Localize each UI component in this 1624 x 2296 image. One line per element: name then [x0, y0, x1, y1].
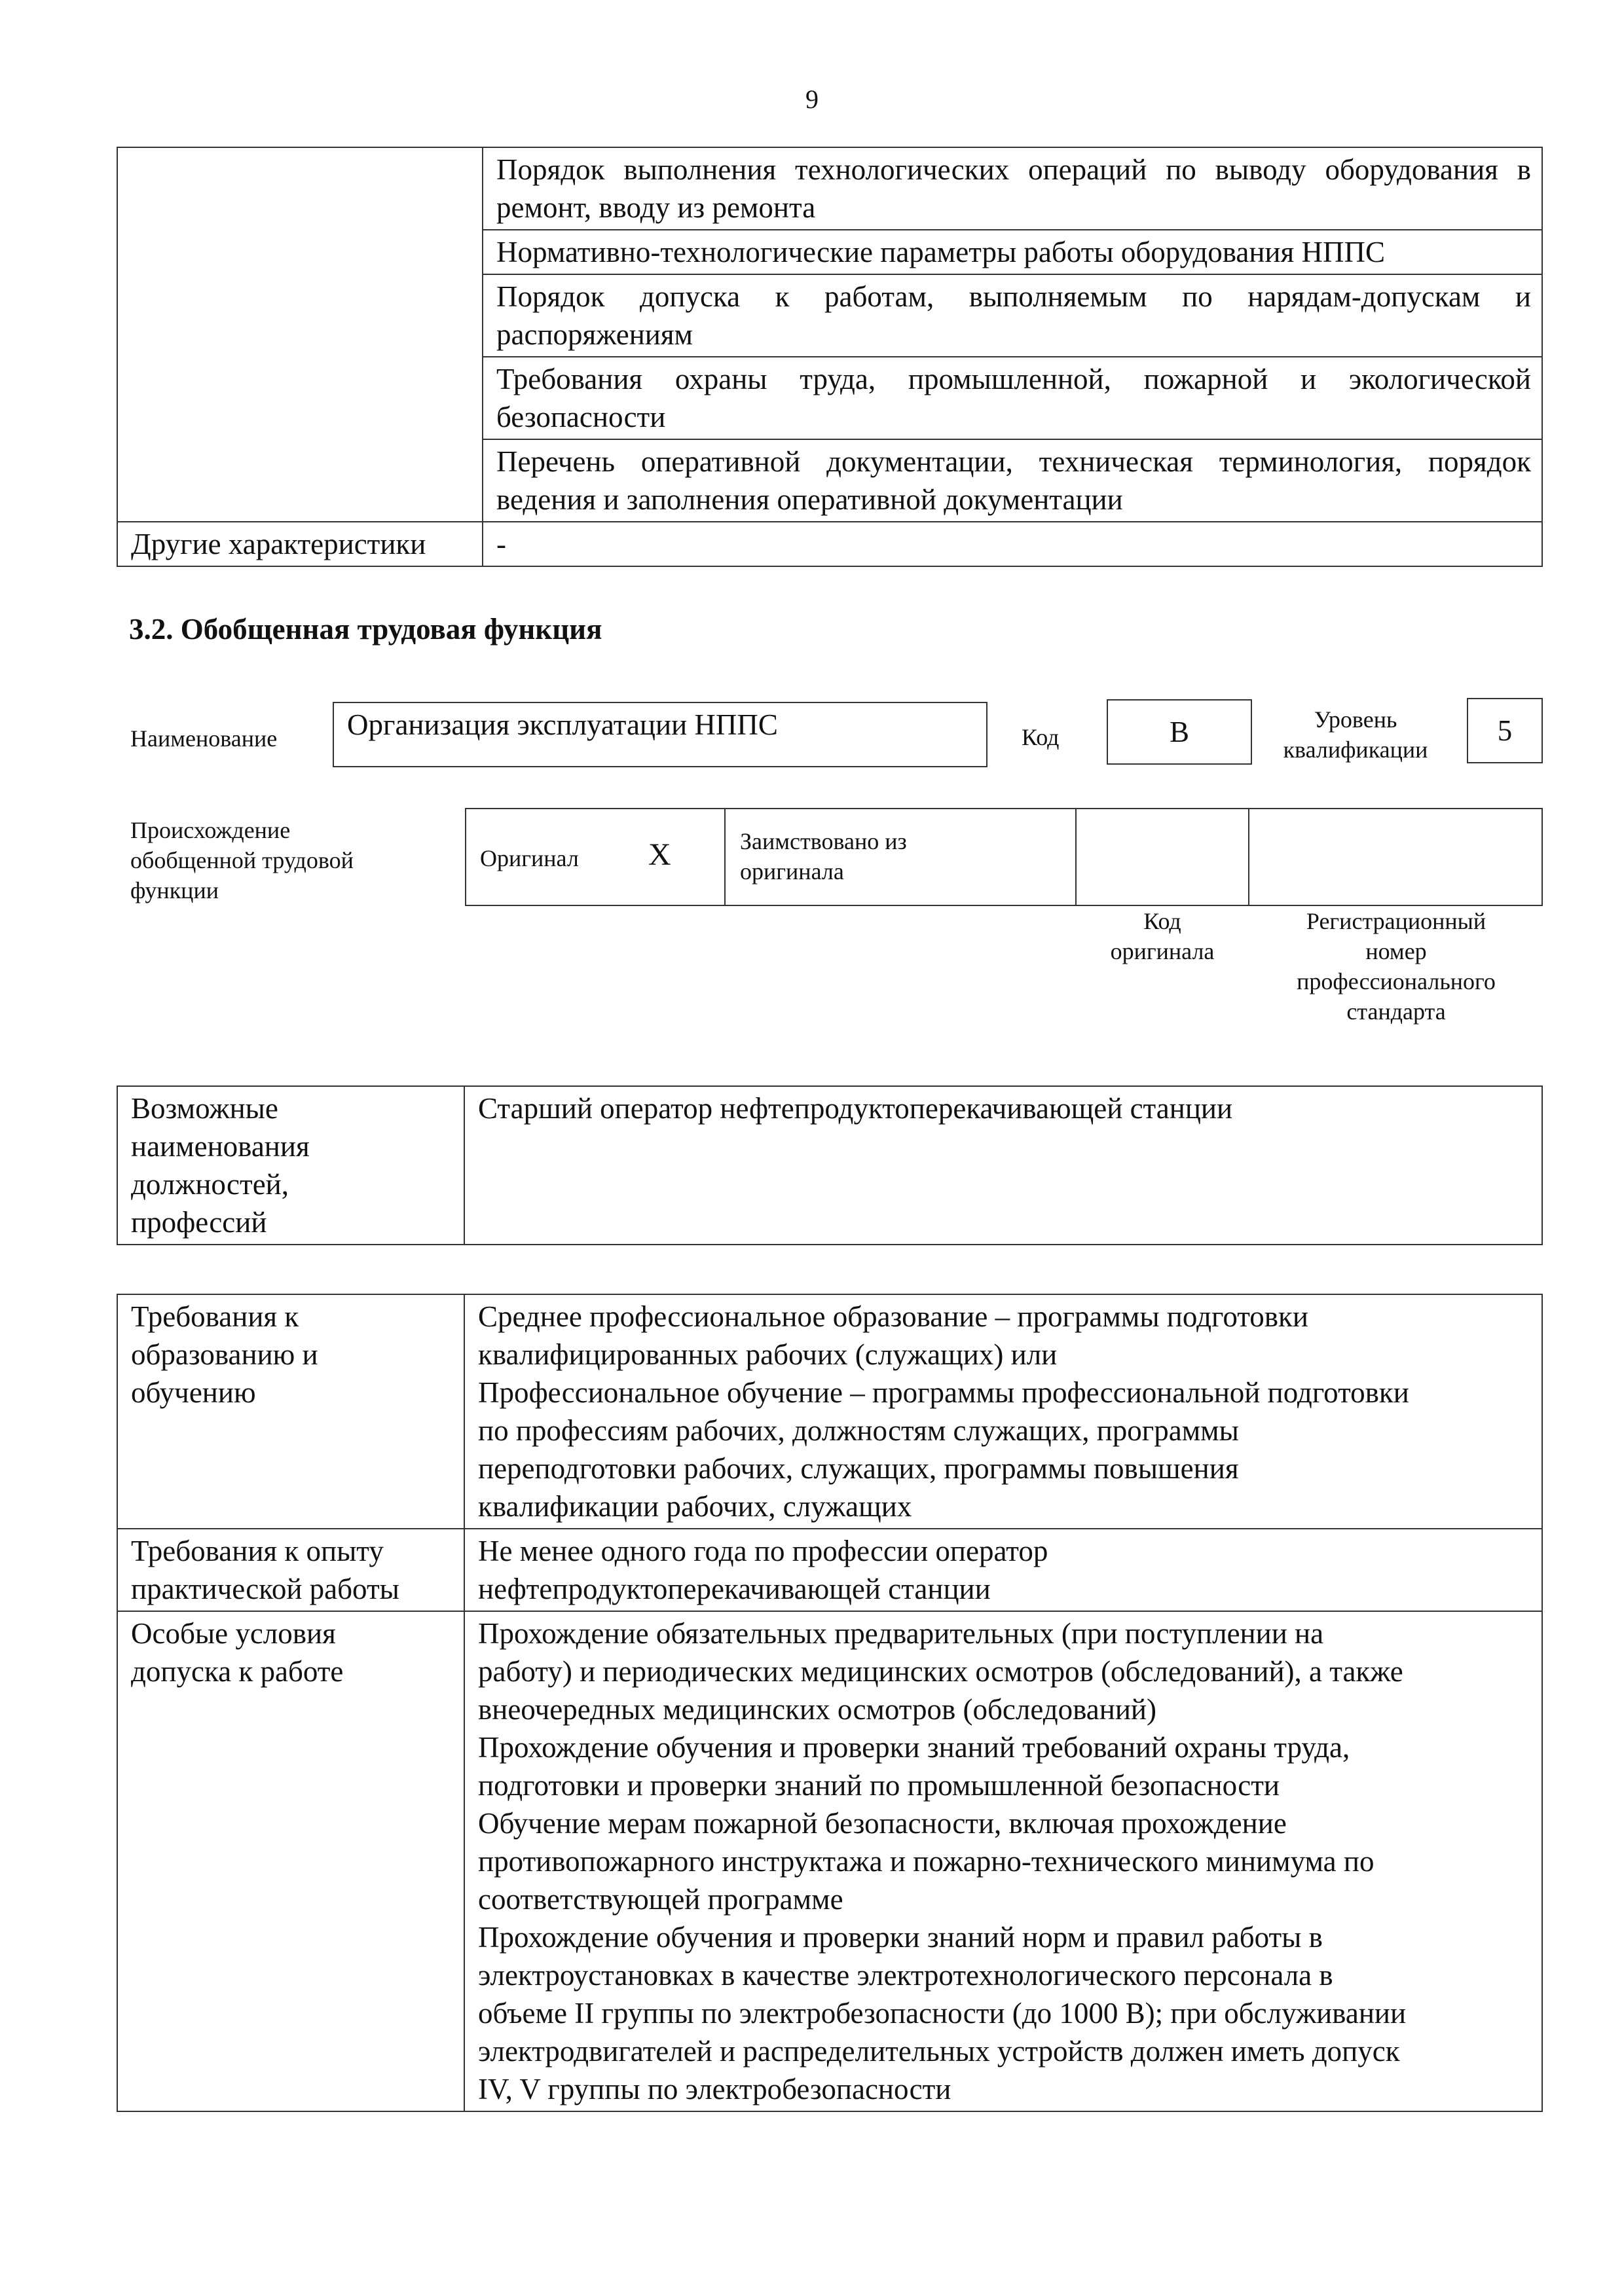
name-label: Наименование — [130, 725, 278, 752]
registration-caption-line: стандарта — [1346, 998, 1446, 1025]
education-label — [117, 1294, 464, 1529]
education-label-line: обучению — [131, 1376, 256, 1409]
education-line: переподготовки рабочих, служащих, программы повышения — [478, 1452, 1239, 1485]
code-original-caption — [1077, 906, 1247, 966]
conditions-line: работу) и периодических медицинских осмотров (обследований), а также — [478, 1655, 1403, 1688]
conditions-value — [464, 1611, 1542, 2111]
education-label-line: образованию и — [131, 1338, 318, 1371]
positions-table — [117, 1085, 1543, 1245]
original-label: Оригинал — [480, 845, 579, 871]
positions-value: Старший оператор нефтепродуктоперекачивающей станции — [464, 1086, 1542, 1245]
code-value: B — [1107, 699, 1252, 765]
positions-label-line: должностей, — [131, 1168, 289, 1201]
level-label-line: Уровень — [1314, 706, 1397, 733]
name-value-box — [333, 702, 987, 767]
origin-divider — [1075, 808, 1077, 906]
code-original-caption-line: Код — [1143, 908, 1181, 934]
origin-divider — [724, 808, 726, 906]
positions-label-line: Возможные — [131, 1092, 278, 1125]
conditions-line: Прохождение обучения и проверки знаний требований охраны труда, — [478, 1731, 1350, 1764]
education-label-line: Требования к — [131, 1300, 299, 1333]
borrowed-label-line: оригинала — [740, 858, 844, 884]
education-line: Среднее профессиональное образование – программы подготовки — [478, 1300, 1308, 1333]
conditions-line: противопожарного инструктажа и пожарно-технического минимума по — [478, 1845, 1375, 1878]
top-continuation-table — [117, 147, 1543, 567]
other-characteristics-label: Другие характеристики — [117, 522, 483, 566]
level-label — [1267, 704, 1444, 765]
code-original-caption-line: оригинала — [1110, 938, 1215, 964]
registration-number-caption — [1249, 906, 1543, 1027]
experience-label — [117, 1529, 464, 1611]
page-number: 9 — [805, 84, 819, 114]
registration-caption-line: номер — [1365, 938, 1427, 964]
positions-label-line: профессий — [131, 1206, 267, 1239]
experience-value — [464, 1529, 1542, 1611]
empty-label-cell — [117, 147, 483, 522]
conditions-line: Прохождение обязательных предварительных (при поступлении на — [478, 1617, 1324, 1650]
registration-caption-line: профессионального — [1297, 968, 1496, 994]
education-line: квалифицированных рабочих (служащих) или — [478, 1338, 1058, 1371]
experience-line: нефтепродуктоперекачивающей станции — [478, 1573, 991, 1605]
table-row: Порядок допуска к работам, выполняемым по нарядам-допускам и распоряжениям — [483, 274, 1542, 357]
original-mark: X — [648, 837, 671, 872]
borrowed-label-line: Заимствовано из — [740, 828, 907, 854]
requirements-table — [117, 1294, 1543, 2112]
conditions-line: IV, V группы по электробезопасности — [478, 2073, 951, 2105]
experience-label-line: Требования к опыту — [131, 1535, 384, 1567]
experience-label-line: практической работы — [131, 1573, 399, 1605]
borrowed-label — [740, 826, 907, 886]
origin-label-line: обобщенной трудовой — [130, 847, 354, 873]
conditions-label-line: допуска к работе — [131, 1655, 344, 1688]
conditions-line: подготовки и проверки знаний по промышленной безопасности — [478, 1769, 1280, 1802]
conditions-line: электродвигателей и распределительных устройств должен иметь допуск — [478, 2035, 1400, 2068]
education-line: квалификации рабочих, служащих — [478, 1490, 912, 1523]
code-label: Код — [1022, 724, 1060, 750]
registration-caption-line: Регистрационный — [1306, 908, 1486, 934]
table-row: Нормативно-технологические параметры работы оборудования НППС — [483, 230, 1542, 274]
experience-line: Не менее одного года по профессии оператор — [478, 1535, 1048, 1567]
table-row: Перечень оперативной документации, техническая терминология, порядок ведения и заполнения оперативной документации — [483, 439, 1542, 522]
section-title: 3.2. Обобщенная трудовая функция — [129, 613, 602, 646]
education-value — [464, 1294, 1542, 1529]
table-row: Требования охраны труда, промышленной, пожарной и экологической безопасности — [483, 357, 1542, 439]
other-characteristics-value: - — [483, 522, 1542, 566]
conditions-line: Обучение мерам пожарной безопасности, включая прохождение — [478, 1807, 1287, 1840]
conditions-label — [117, 1611, 464, 2111]
level-label-line: квалификации — [1283, 737, 1428, 763]
origin-divider — [1248, 808, 1249, 906]
conditions-line: соответствующей программе — [478, 1883, 843, 1916]
origin-label-line: Происхождение — [130, 817, 291, 843]
conditions-line: Прохождение обучения и проверки знаний норм и правил работы в — [478, 1921, 1323, 1954]
conditions-line: объеме II группы по электробезопасности (до 1000 В); при обслуживании — [478, 1997, 1407, 2030]
origin-label-line: функции — [130, 877, 219, 903]
conditions-line: электроустановках в качестве электротехнологического персонала в — [478, 1959, 1333, 1992]
level-value: 5 — [1467, 698, 1543, 763]
positions-label — [117, 1086, 464, 1245]
table-row: Порядок выполнения технологических операций по выводу оборудования в ремонт, вводу из ремонта — [483, 147, 1542, 230]
education-line: по профессиям рабочих, должностям служащих, программы — [478, 1414, 1239, 1447]
origin-box — [465, 808, 1543, 906]
positions-label-line: наименования — [131, 1130, 310, 1163]
conditions-label-line: Особые условия — [131, 1617, 336, 1650]
education-line: Профессиональное обучение – программы профессиональной подготовки — [478, 1376, 1409, 1409]
conditions-line: внеочередных медицинских осмотров (обследований) — [478, 1693, 1156, 1726]
name-value: Организация эксплуатации НППС — [347, 708, 778, 741]
origin-label — [130, 815, 354, 905]
